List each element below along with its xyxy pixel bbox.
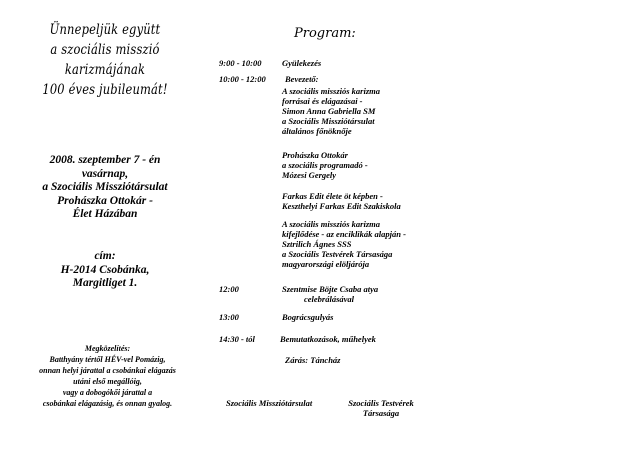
event-line: vasárnap, — [81, 167, 129, 180]
talk-prohaszka — [282, 150, 368, 180]
time-10-00: 10:00 - 12:00 — [219, 74, 266, 84]
directions-block — [10, 343, 205, 409]
event-bevezeto: Bevezető: — [285, 74, 319, 84]
talk-karizma-kifejlodese — [282, 219, 406, 269]
event-zaras: Zárás: Táncház — [285, 355, 341, 365]
event-line: 2008. szeptember 7 - én — [49, 154, 161, 166]
invitation-title — [27, 20, 183, 100]
event-line: Élet Házában — [72, 208, 138, 220]
event-line: celebrálásával — [304, 294, 355, 304]
event-gyulekezes: Gyülekezés — [282, 58, 322, 68]
talk-karizma-forrasai — [282, 86, 380, 136]
time-12-00: 12:00 — [219, 284, 239, 294]
talk-line: Mózesi Gergely — [282, 170, 337, 180]
address-line: Margitliget 1. — [72, 277, 138, 289]
talk-line: A szociális missziós karizma — [282, 219, 381, 229]
event-bemutatkozasok: Bemutatkozások, műhelyek — [280, 334, 376, 344]
directions-line: Batthyány tértől HÉV-vel Pomázig, — [49, 355, 166, 364]
talk-line: A szociális missziós karizma — [282, 86, 381, 96]
title-line: karizmájának — [64, 62, 146, 78]
talk-line: a szociális programadó - — [282, 160, 368, 170]
talk-line: Keszthelyi Farkas Edit Szakiskola — [282, 201, 401, 211]
footer-missziotarsulat: Szociális Missziótársulat — [226, 398, 313, 408]
talk-line: Prohászka Ottokár — [282, 150, 348, 160]
event-line: Szentmise Böjte Csaba atya — [282, 284, 379, 294]
address-block — [12, 250, 198, 291]
talk-line: Farkas Edit élete öt képben - — [282, 191, 383, 201]
directions-line: utáni első megállóig, — [73, 377, 142, 386]
talk-line: általános főnöknője — [282, 126, 352, 136]
event-szentmise — [282, 284, 378, 304]
title-line: Ünnepeljük együtt — [49, 22, 161, 38]
address-line: H-2014 Csobánka, — [60, 263, 150, 276]
program-title: Program: — [294, 26, 356, 41]
time-13-00: 13:00 — [219, 312, 239, 322]
talk-line: forrásai és elágazásai - — [282, 96, 363, 106]
directions-line: csobánkai elágazásig, és onnan gyalog. — [42, 399, 173, 408]
talk-line: Sztrilich Ágnes SSS — [282, 239, 352, 249]
footer-line: Szociális Testvérek — [348, 398, 414, 408]
event-date-location — [12, 154, 198, 222]
talk-farkas-edit — [282, 191, 401, 211]
time-14-30: 14:30 - tól — [219, 334, 255, 344]
directions-line: onnan helyi járattal a csobánkai elágazás — [39, 366, 176, 375]
title-line: 100 éves jubileumát! — [42, 82, 168, 98]
talk-line: kifejlődése - az enciklikák alapján - — [282, 229, 406, 239]
talk-line: Simon Anna Gabriella SM — [282, 106, 376, 116]
talk-line: magyarországi elöljárója — [282, 259, 370, 269]
time-9-00: 9:00 - 10:00 — [219, 58, 262, 68]
footer-testverek — [336, 398, 426, 418]
event-line: Prohászka Ottokár - — [57, 194, 153, 207]
talk-line: a Szociális Missziótársulat — [282, 116, 375, 126]
talk-line: a Szociális Testvérek Társasága — [282, 249, 393, 259]
address-label: cím: — [94, 250, 116, 262]
event-line: a Szociális Missziótársulat — [42, 181, 168, 193]
directions-heading: Megközelítés: — [84, 344, 131, 353]
event-bogracsgulyas: Bográcsgulyás — [282, 312, 334, 322]
footer-line: Társasága — [362, 408, 400, 418]
title-line: a szociális misszió — [50, 42, 160, 58]
directions-line: vagy a dobogókői járattal a — [62, 388, 153, 397]
